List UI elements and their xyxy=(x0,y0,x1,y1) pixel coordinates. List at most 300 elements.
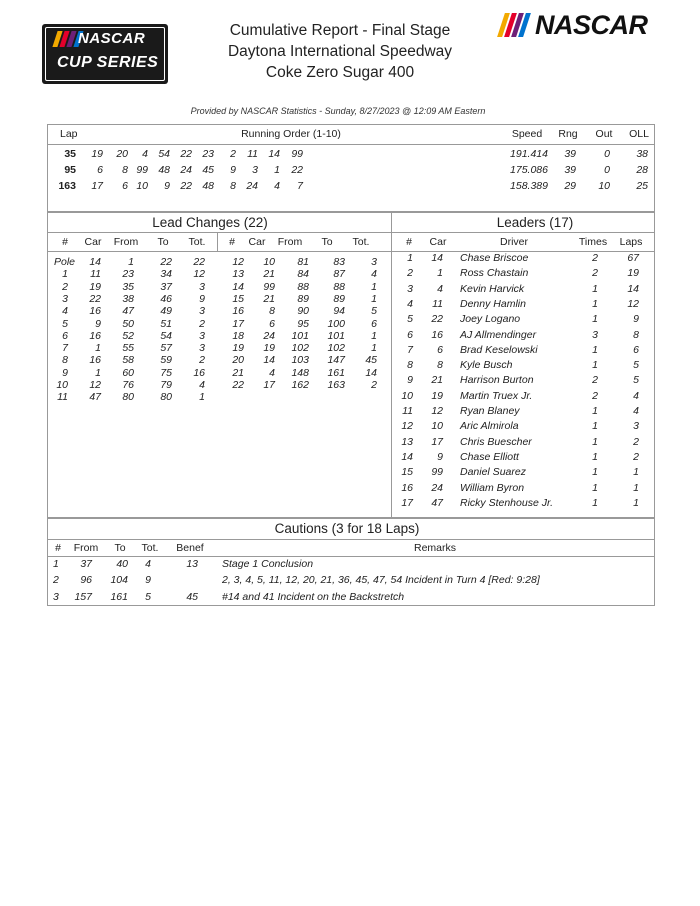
col-header-rng: Rng xyxy=(558,128,578,140)
leader-position: 12 xyxy=(401,420,413,433)
lead-change-cell: 23 xyxy=(122,268,134,281)
leader-car: 1 xyxy=(437,267,443,280)
lead-change-cell: 22 xyxy=(232,379,244,391)
col-header-running-order: Running Order (1-10) xyxy=(241,128,341,140)
leader-laps: 3 xyxy=(633,420,639,433)
lead-change-cell: 38 xyxy=(122,292,134,305)
leader-car: 6 xyxy=(437,343,443,356)
running-order-car: 24 xyxy=(246,180,258,192)
caution-tot: 9 xyxy=(145,574,151,587)
leader-position: 8 xyxy=(407,359,413,372)
lead-change-cell: 16 xyxy=(193,366,205,379)
running-order-car: 9 xyxy=(164,180,170,192)
running-order-car: 20 xyxy=(116,148,128,160)
speed-value: 158.389 xyxy=(510,180,548,192)
leader-position: 9 xyxy=(407,374,413,387)
leader-position: 17 xyxy=(401,496,413,509)
lead-change-cell: 7 xyxy=(62,342,68,355)
leader-times: 3 xyxy=(592,328,598,341)
lead-change-cell: 37 xyxy=(160,280,172,293)
caution-to: 104 xyxy=(110,574,128,587)
leader-laps: 19 xyxy=(627,267,639,280)
lead-change-cell: 2 xyxy=(199,354,205,367)
lead-change-cell: 5 xyxy=(371,305,377,318)
col-header-out: Out xyxy=(595,128,613,140)
lead-change-cell: 13 xyxy=(232,268,244,281)
lead-change-cell: 2 xyxy=(62,280,68,293)
lead-change-cell: 5 xyxy=(62,317,68,330)
running-order-car: 99 xyxy=(291,148,303,160)
lead-change-cell: 3 xyxy=(199,305,205,318)
leader-driver: Chris Buescher xyxy=(460,435,532,448)
col-header-driver: Driver xyxy=(500,236,528,248)
leader-laps: 9 xyxy=(633,313,639,326)
col-header-num: # xyxy=(406,236,412,248)
lead-change-cell: 163 xyxy=(327,379,345,391)
lead-change-cell: 22 xyxy=(89,292,101,305)
col-header-from: From xyxy=(73,542,99,554)
lap-number: 95 xyxy=(64,164,76,176)
lead-change-cell: 75 xyxy=(160,366,172,379)
lead-change-cell: 16 xyxy=(89,329,101,342)
leader-car: 16 xyxy=(431,328,443,341)
leader-car: 12 xyxy=(431,405,443,417)
leader-driver: Harrison Burton xyxy=(460,374,534,387)
leader-laps: 5 xyxy=(633,359,639,372)
col-header-num: # xyxy=(62,236,68,248)
lead-change-cell: 6 xyxy=(269,317,275,330)
lead-change-cell: 11 xyxy=(57,391,68,404)
title-line2: Daytona International Speedway xyxy=(227,43,453,60)
col-header-num: # xyxy=(55,542,61,554)
lead-change-cell: 22 xyxy=(193,256,205,268)
rng-value: 29 xyxy=(564,180,576,192)
lead-change-cell: 3 xyxy=(371,256,377,268)
lead-change-cell: 54 xyxy=(160,329,172,342)
lead-change-cell: 76 xyxy=(122,379,134,391)
leader-laps: 2 xyxy=(633,450,639,463)
leader-driver: Kyle Busch xyxy=(460,359,513,372)
col-header-from: From xyxy=(277,236,303,248)
lead-change-cell: 15 xyxy=(232,292,244,305)
caution-number: 1 xyxy=(53,558,59,570)
logo-left-line2: CUP SERIES xyxy=(57,54,159,71)
speed-value: 175.086 xyxy=(510,164,548,176)
lead-change-cell: 16 xyxy=(89,354,101,367)
running-order-car: 2 xyxy=(230,148,236,160)
leader-driver: Ricky Stenhouse Jr. xyxy=(460,496,553,509)
lead-change-cell: 100 xyxy=(327,317,345,330)
col-header-car: Car xyxy=(84,236,102,248)
leader-car: 10 xyxy=(431,420,443,433)
lead-change-cell: 19 xyxy=(232,342,244,355)
col-header-oll: OLL xyxy=(629,128,649,140)
lead-change-cell: 1 xyxy=(371,329,377,342)
lead-change-cell: 19 xyxy=(89,280,101,293)
leader-times: 2 xyxy=(592,374,598,387)
lead-change-cell: 34 xyxy=(160,268,172,281)
lead-change-cell: 10 xyxy=(263,256,275,268)
lead-changes-title: Lead Changes (22) xyxy=(152,215,268,230)
lead-change-cell: 1 xyxy=(371,342,377,355)
out-value: 10 xyxy=(598,180,610,192)
leader-times: 1 xyxy=(592,496,598,509)
running-order-car: 23 xyxy=(202,148,214,160)
leader-position: 5 xyxy=(407,313,413,326)
running-order-car: 8 xyxy=(122,164,128,176)
running-order-car: 24 xyxy=(180,164,192,176)
running-order-car: 1 xyxy=(274,164,280,176)
lead-change-cell: 4 xyxy=(62,305,68,318)
lead-change-cell: 3 xyxy=(62,292,68,305)
lead-change-cell: 51 xyxy=(160,317,172,330)
running-order-car: 6 xyxy=(122,180,128,192)
nascar-wordmark: NASCAR xyxy=(535,10,648,40)
lap-number: 35 xyxy=(64,148,76,160)
leader-times: 1 xyxy=(592,343,598,356)
lead-change-cell: 18 xyxy=(232,329,244,342)
lead-change-cell: 9 xyxy=(62,366,68,379)
lead-change-cell: 101 xyxy=(291,329,309,342)
leader-driver: Denny Hamlin xyxy=(460,297,526,310)
running-order-car: 6 xyxy=(97,164,103,176)
title-line3: Coke Zero Sugar 400 xyxy=(265,64,415,81)
leader-car: 14 xyxy=(431,252,443,264)
lead-change-cell: 162 xyxy=(291,379,309,391)
lead-change-cell: 1 xyxy=(62,268,68,281)
col-header-car: Car xyxy=(429,236,447,248)
running-order-car: 8 xyxy=(230,180,236,192)
lead-change-cell: 8 xyxy=(62,354,68,367)
leader-times: 2 xyxy=(592,252,598,264)
running-order-car: 10 xyxy=(136,180,148,192)
leader-driver: Brad Keselowski xyxy=(460,343,538,356)
lead-change-cell: 2 xyxy=(371,379,377,391)
leader-car: 99 xyxy=(431,466,443,479)
lead-change-cell: 1 xyxy=(95,366,101,379)
col-header-car: Car xyxy=(248,236,266,248)
rng-value: 39 xyxy=(564,148,576,160)
lead-change-cell: 10 xyxy=(56,379,68,391)
leader-driver: Kevin Harvick xyxy=(460,282,525,295)
provided-by-line: Provided by NASCAR Statistics - Sunday, 8/27/2023 @ 12:09 AM Eastern xyxy=(190,106,486,116)
lead-change-cell: 3 xyxy=(199,329,205,342)
leader-car: 21 xyxy=(431,374,443,387)
lead-change-cell: 16 xyxy=(232,305,244,318)
leader-position: 14 xyxy=(401,450,413,463)
lead-change-cell: 1 xyxy=(199,391,205,404)
lead-change-cell: 89 xyxy=(333,292,345,305)
lead-change-cell: 148 xyxy=(291,366,309,379)
running-order-car: 99 xyxy=(136,164,148,176)
leader-laps: 4 xyxy=(633,405,639,417)
lead-change-cell: 59 xyxy=(160,354,172,367)
lead-change-cell: 35 xyxy=(122,280,134,293)
lead-change-cell: 2 xyxy=(199,317,205,330)
col-header-tot: Tot. xyxy=(352,236,370,248)
lead-change-cell: 11 xyxy=(90,268,101,281)
leader-driver: Chase Briscoe xyxy=(460,252,529,264)
caution-from: 37 xyxy=(80,558,92,570)
lead-change-cell: 21 xyxy=(263,268,275,281)
leader-laps: 6 xyxy=(633,343,639,356)
leader-laps: 14 xyxy=(627,282,639,295)
col-header-speed: Speed xyxy=(511,128,543,140)
lap-number: 163 xyxy=(58,180,76,192)
caution-remarks: 2, 3, 4, 5, 11, 12, 20, 21, 36, 45, 47, 54 Incident in Turn 4 [Red: 9:28] xyxy=(222,574,540,587)
leader-car: 9 xyxy=(437,450,443,463)
lead-change-cell: 89 xyxy=(297,292,309,305)
leader-times: 1 xyxy=(592,466,598,479)
leader-position: 4 xyxy=(407,297,413,310)
lead-change-cell: 4 xyxy=(199,379,205,391)
caution-from: 96 xyxy=(80,574,92,587)
leader-times: 1 xyxy=(592,481,598,494)
title-line1: Cumulative Report - Final Stage xyxy=(229,22,451,39)
leader-position: 10 xyxy=(401,389,413,402)
leader-laps: 2 xyxy=(633,435,639,448)
lead-change-cell: 147 xyxy=(327,354,345,367)
lead-change-cell: 6 xyxy=(371,317,377,330)
lead-change-cell: 87 xyxy=(333,268,345,281)
lead-change-cell: 101 xyxy=(327,329,345,342)
leader-position: 3 xyxy=(407,282,413,295)
leader-driver: Joey Logano xyxy=(460,313,521,326)
lead-change-cell: 88 xyxy=(333,280,345,293)
col-header-to: To xyxy=(321,236,333,248)
running-order-car: 7 xyxy=(297,180,303,192)
leader-times: 2 xyxy=(592,267,598,280)
lead-change-cell: 24 xyxy=(263,329,275,342)
out-value: 0 xyxy=(604,148,610,160)
running-order-car: 22 xyxy=(180,180,192,192)
lead-change-cell: 14 xyxy=(263,354,275,367)
lead-change-cell: 12 xyxy=(193,268,205,281)
lead-change-cell: 95 xyxy=(297,317,309,330)
leader-driver: Chase Elliott xyxy=(460,450,519,463)
caution-benef: 45 xyxy=(186,590,198,603)
lead-change-cell: 47 xyxy=(122,305,134,318)
lead-change-cell: 83 xyxy=(333,256,345,268)
out-value: 0 xyxy=(604,164,610,176)
leader-car: 4 xyxy=(437,282,443,295)
col-header-lap: Lap xyxy=(60,128,78,140)
lead-change-cell: 58 xyxy=(122,354,134,367)
leader-position: 13 xyxy=(401,435,413,448)
leader-laps: 1 xyxy=(633,481,639,494)
lead-change-cell: 94 xyxy=(333,305,345,318)
lead-change-cell: 21 xyxy=(263,292,275,305)
leader-driver: William Byron xyxy=(460,481,525,494)
leader-driver: AJ Allmendinger xyxy=(460,328,537,341)
running-order-car: 45 xyxy=(202,164,214,176)
lead-change-cell: 4 xyxy=(269,366,275,379)
leader-driver: Ryan Blaney xyxy=(460,405,520,417)
lead-change-cell: 1 xyxy=(95,342,101,355)
leader-car: 17 xyxy=(431,435,443,448)
leader-driver: Martin Truex Jr. xyxy=(460,389,533,402)
caution-remarks: Stage 1 Conclusion xyxy=(222,558,314,570)
nascar-cup-series-logo xyxy=(42,24,168,84)
leader-laps: 1 xyxy=(633,466,639,479)
lead-change-cell: 9 xyxy=(199,292,205,305)
caution-tot: 5 xyxy=(145,590,151,603)
lead-change-cell: 17 xyxy=(232,317,244,330)
report-title xyxy=(190,20,490,83)
lead-change-cell: 14 xyxy=(232,280,244,293)
col-header-from: From xyxy=(113,236,139,248)
leader-position: 7 xyxy=(407,343,413,356)
caution-number: 2 xyxy=(53,574,59,587)
col-header-tot: Tot. xyxy=(188,236,206,248)
leader-laps: 1 xyxy=(633,496,639,509)
col-header-to: To xyxy=(157,236,169,248)
running-order-car: 4 xyxy=(274,180,280,192)
leader-car: 22 xyxy=(431,313,443,326)
caution-remarks: #14 and 41 Incident on the Backstretch xyxy=(222,590,405,603)
lead-change-cell: 22 xyxy=(160,256,172,268)
caution-from: 157 xyxy=(74,590,92,603)
col-header-times: Times xyxy=(578,236,608,248)
lead-change-cell: 103 xyxy=(291,354,309,367)
leaders-title: Leaders (17) xyxy=(496,215,574,230)
leader-times: 1 xyxy=(592,297,598,310)
lead-change-cell: 80 xyxy=(160,391,172,404)
leader-position: 15 xyxy=(401,466,413,479)
lead-change-cell: 46 xyxy=(160,292,172,305)
lead-change-cell: 1 xyxy=(371,280,377,293)
leader-times: 1 xyxy=(592,359,598,372)
running-order-car: 22 xyxy=(180,148,192,160)
leader-times: 1 xyxy=(592,313,598,326)
lead-change-cell: 1 xyxy=(371,292,377,305)
leader-times: 1 xyxy=(592,450,598,463)
lead-change-cell: 3 xyxy=(199,280,205,293)
lead-change-cell: 80 xyxy=(122,391,134,404)
lead-change-cell: 79 xyxy=(160,379,172,391)
lead-change-cell: 6 xyxy=(62,329,68,342)
col-header-benef: Benef xyxy=(176,542,204,554)
col-header-remarks: Remarks xyxy=(413,542,456,554)
running-order-car: 11 xyxy=(247,148,258,160)
leader-car: 11 xyxy=(432,297,443,310)
rng-value: 39 xyxy=(564,164,576,176)
running-order-car: 14 xyxy=(268,148,280,160)
col-header-to: To xyxy=(114,542,126,554)
lead-change-cell: 14 xyxy=(89,256,101,268)
lead-change-cell: 3 xyxy=(199,342,205,355)
oll-value: 28 xyxy=(636,164,648,176)
leader-driver: Ross Chastain xyxy=(460,267,529,280)
col-header-num: # xyxy=(229,236,235,248)
leader-position: 16 xyxy=(401,481,413,494)
leader-car: 19 xyxy=(431,389,443,402)
lead-change-cell: 55 xyxy=(122,342,134,355)
lead-change-cell: 99 xyxy=(263,280,275,293)
leader-laps: 5 xyxy=(633,374,639,387)
lead-change-cell: 16 xyxy=(89,305,101,318)
col-header-laps: Laps xyxy=(619,236,643,248)
lead-change-cell: Pole xyxy=(54,256,76,268)
leader-laps: 12 xyxy=(627,297,639,310)
lead-change-cell: 102 xyxy=(291,342,309,355)
leader-laps: 8 xyxy=(633,328,639,341)
leader-position: 6 xyxy=(407,328,413,341)
lead-change-cell: 17 xyxy=(263,379,275,391)
lead-change-cell: 4 xyxy=(371,268,377,281)
running-order-car: 17 xyxy=(91,180,103,192)
running-order-car: 22 xyxy=(291,164,303,176)
leader-car: 8 xyxy=(437,359,443,372)
lead-change-cell: 49 xyxy=(160,305,172,318)
leader-times: 1 xyxy=(592,435,598,448)
caution-benef: 13 xyxy=(186,558,198,570)
caution-number: 3 xyxy=(53,590,59,603)
leader-times: 1 xyxy=(592,282,598,295)
running-order-car: 3 xyxy=(252,164,258,176)
running-order-car: 48 xyxy=(158,164,170,176)
caution-to: 161 xyxy=(110,590,128,603)
leader-times: 1 xyxy=(592,420,598,433)
leader-position: 1 xyxy=(407,252,413,264)
lead-change-cell: 8 xyxy=(269,305,275,318)
lead-change-cell: 81 xyxy=(297,256,309,268)
lead-change-cell: 45 xyxy=(365,354,377,367)
leader-laps: 4 xyxy=(633,389,639,402)
leader-laps: 67 xyxy=(627,252,639,264)
lead-change-cell: 12 xyxy=(89,379,101,391)
running-order-car: 19 xyxy=(91,148,103,160)
leader-driver: Aric Almirola xyxy=(460,420,519,433)
running-order-car: 48 xyxy=(202,180,214,192)
lead-change-cell: 47 xyxy=(89,391,101,404)
lead-change-cell: 21 xyxy=(232,366,244,379)
lead-change-cell: 50 xyxy=(122,317,134,330)
leader-times: 2 xyxy=(592,389,598,402)
leader-car: 24 xyxy=(431,481,443,494)
lead-change-cell: 19 xyxy=(263,342,275,355)
lead-change-cell: 57 xyxy=(160,342,172,355)
col-header-tot: Tot. xyxy=(141,542,159,554)
oll-value: 25 xyxy=(636,180,648,192)
leader-driver: Daniel Suarez xyxy=(460,466,526,479)
lead-change-cell: 60 xyxy=(122,366,134,379)
caution-tot: 4 xyxy=(145,558,151,570)
leader-times: 1 xyxy=(592,405,598,417)
nascar-logo xyxy=(497,10,657,44)
lead-change-cell: 90 xyxy=(297,305,309,318)
speed-value: 191.414 xyxy=(510,148,548,160)
caution-to: 40 xyxy=(116,558,128,570)
lead-change-cell: 20 xyxy=(232,354,244,367)
running-order-car: 9 xyxy=(230,164,236,176)
lead-change-cell: 14 xyxy=(365,366,377,379)
running-order-car: 54 xyxy=(158,148,170,160)
lead-change-cell: 88 xyxy=(297,280,309,293)
leader-position: 2 xyxy=(407,267,413,280)
lead-change-cell: 9 xyxy=(95,317,101,330)
leader-car: 47 xyxy=(431,496,443,509)
lead-change-cell: 161 xyxy=(327,366,345,379)
oll-value: 38 xyxy=(636,148,648,160)
cautions-title: Cautions (3 for 18 Laps) xyxy=(274,521,420,536)
lead-change-cell: 102 xyxy=(327,342,345,355)
lead-change-cell: 1 xyxy=(128,256,134,268)
logo-left-line1: NASCAR xyxy=(78,30,146,47)
lead-change-cell: 12 xyxy=(232,256,244,268)
lead-change-cell: 52 xyxy=(122,329,134,342)
lead-change-cell: 84 xyxy=(297,268,309,281)
